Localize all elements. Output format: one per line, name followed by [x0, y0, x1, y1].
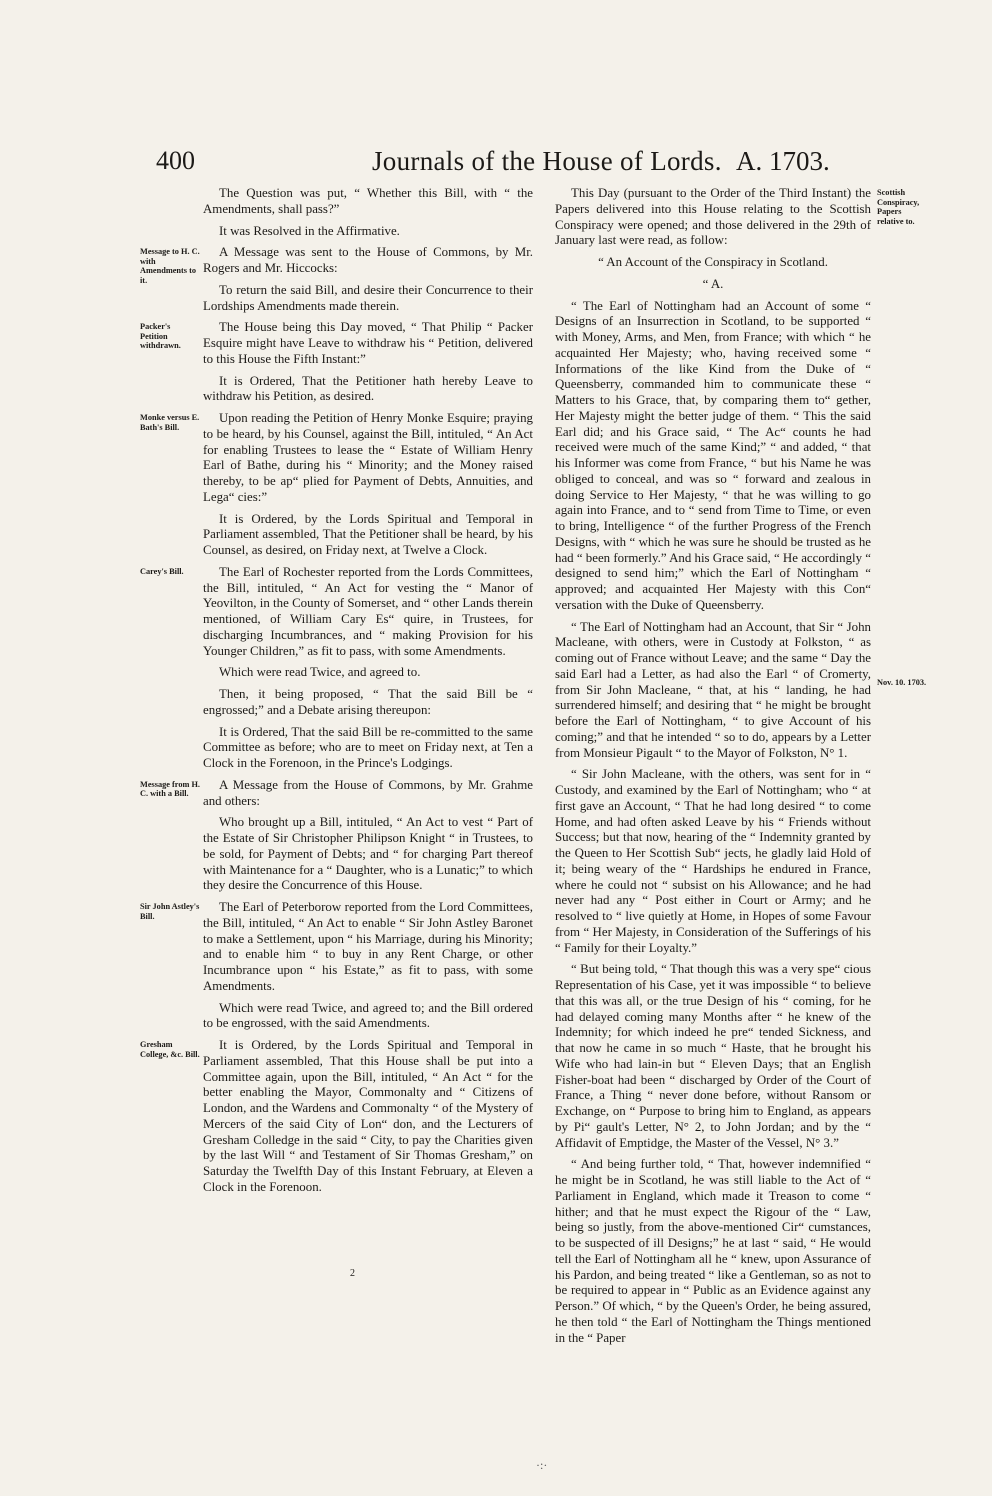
page-year: A. 1703.: [736, 146, 830, 176]
paragraph: Who brought up a Bill, intituled, “ An Act to vest “ Part of the Estate of Sir Christopher Philipson Knight “ in Trustees, to be sold, for Payment of Debts; and “ for charging Part thereof with Maintenance for a “ Daughter, who is a Lunatic;” to which they desire the Concurrence of this House.: [203, 815, 533, 893]
entry-block: [555, 186, 920, 249]
margin-note: Sir John Astley's Bill.: [140, 902, 200, 921]
paragraph: “ The Earl of Nottingham had an Account of some “ Designs of an Insurrection in Scotland, to be supported “ with Money, Arms, and Men, from France; with which “ he acquainted Her Majesty; who, having received some “ Informations of the like Kind from the Duke of “ Queensberry, commanded him to communicate these “ Matters to his Grace, that, by comparing them to“ gether, Her Majesty might the better judge of them. “ This the said Earl did; and his Grace said, “ The Ac“ counts he had received were much of the same Kind;” “ and added, “ that his Informer was come from France, “ but his Name he was obliged to conceal, and was so “ forward and zealous in doing Service to Her Majesty, “ that he was willing to go again into France, and to “ send from Time to Time, or even to bring, Intelligence “ of the further Progress of the French Designs, with “ which he was sure he should be trusted as he had “ been formerly.” And his Grace said, “ He accordingly “ designed to send him;” which the Earl of Nottingham “ approved; and acquainted Her Majesty with this Con“ versation with the Duke of Queensberry.: [555, 298, 871, 612]
paragraph: “ An Account of the Conspiracy in Scotland.: [598, 255, 828, 269]
margin-note: Message from H. C. with a Bill.: [140, 779, 200, 799]
right-column: [555, 186, 927, 1352]
left-column: [140, 186, 533, 1202]
paragraph: “ But being told, “ That though this was a very spe“ cious Representation of his Case, yet it was impossible “ to believe that this was all, or the true Design of his “ coming, for he had delayed coming many Months after “ he knew of the Indemnity; for which indeed he pre“ tended Sickness, and that now he came in so much “ Haste, that he brought his Wife who had lain-in but “ Eleven Days; that an English Fisher-boat had been “ discharged by Order of the Court of France, a Thing “ never done before, without Ransom or Exchange, on “ Purpose to bring him to England, as appears by Pi“ gault's Letter, N° 2, to John Jordan; and by the “ Affidavit of Emptidge, the Master of the Vessel, N° 3.”: [555, 962, 871, 1150]
entry-block: [555, 962, 871, 1151]
entry-block: [140, 411, 533, 559]
paragraph: The Earl of Rochester reported from the Lords Committees, the Bill, intituled, “ An Act for vesting the “ Manor of Yeovilton, in the County of Somerset, and “ other Lands therein mentioned, of William Cary Es“ quire, in Trustees, for discharging Incumbrances, and “ making Provision for his Younger Children,” as fit to pass, with some Amendments.: [203, 564, 533, 658]
paragraph: Then, it being proposed, “ That the said Bill be “ engrossed;” and a Debate arising thereupon:: [203, 687, 533, 717]
paragraph: It is Ordered, That the Petitioner hath hereby Leave to withdraw his Petition, as desired.: [203, 373, 533, 404]
paragraph: It is Ordered, That the said Bill be re-committed to the same Committee as before; who are to meet on Friday next, at Ten a Clock in the Forenoon, in the Prince's Lodgings.: [203, 724, 533, 770]
bottom-mark: ·:·: [536, 1458, 548, 1472]
paragraph: A Message was sent to the House of Commons, by Mr. Rogers and Mr. Hiccocks:: [203, 245, 533, 275]
paragraph: It is Ordered, by the Lords Spiritual and Temporal in Parliament assembled, That the Petitioner shall be heard, by his Counsel, as desired, on Friday next, at Twelve a Clock.: [203, 511, 533, 557]
paragraph: Which were read Twice, and agreed to.: [219, 665, 421, 680]
entry-block: [140, 564, 533, 772]
entry-block: [140, 777, 533, 894]
paragraph: “ Sir John Macleane, with the others, was sent for in “ Custody, and examined by the Earl of Nottingham; who “ at first gave an Account, “ That he had long desired “ to come Home, and had often asked Leave by his “ Friends without Success; but that now, hearing of the “ Indemnity granted by the Queen to Her Scottish Sub“ jects, he gladly laid Hold of it; being weary of the “ Hardships he endured in France, where he could not “ subsist on his Allowance; and he had never had any “ Post either in Court or Army; and he resolved to “ live quietly at Home, in Hopes of some Favour from “ Her Majesty, in Consideration of the Sufferings of his “ Family for their Loyalty.”: [555, 767, 871, 955]
entry-block: [140, 1038, 533, 1196]
entry-block: [555, 299, 871, 614]
entry-block: [555, 255, 871, 293]
paragraph: The Question was put, “ Whether this Bill, with “ the Amendments, shall pass?”: [203, 186, 533, 216]
entry-block: [140, 320, 533, 405]
paragraph: The Earl of Peterborow reported from the Lord Committees, the Bill, intituled, “ An Act to enable “ Sir John Astley Baronet to make a Settlement, upon “ his Marriage, during his Minority; and to enable him “ to buy in any Rent Charge, or other Incumbrance upon “ his Estate,” as fit to pass, with some Amendments.: [203, 900, 533, 993]
paragraph: It is Ordered, by the Lords Spiritual and Temporal in Parliament assembled, That this House shall be put into a Committee again, upon the Bill, intituled, “ An Act “ for the better enabling the Mayor, Commonalty and “ Citizens of London, and the Wardens and Commonalty “ of the Mystery of Mercers of the said City of Lon“ don, and the Lecturers of Gresham Colledge in the said “ City, to pay the Charities given by the last Will “ and Testament of Sir Thomas Gresham,” on Saturday the Twelfth Day of this Instant February, at Eleven a Clock in the Forenoon.: [203, 1038, 533, 1194]
paragraph: Upon reading the Petition of Henry Monke Esquire; praying to be heard, by his Counsel, against the Bill, intituled, “ An Act for enabling Trustees to lease the “ Estate of William Henry Earl of Bathe, during his “ Minority; and the Money raised thereby, to be ap“ plied for Payment of Debts, Annuities, and Lega“ cies:”: [203, 411, 533, 504]
paragraph: The House being this Day moved, “ That Philip “ Packer Esquire might have Leave to withdraw his “ Petition, delivered to this House the Fifth Instant:”: [203, 320, 533, 366]
entry-block: [555, 1157, 871, 1346]
paragraph: “ And being further told, “ That, however indemnified “ he might be in Scotland, he was still liable to the Act of “ Parliament in England, which made it Treason to come “ hither; and that he must expect the Rigour of the “ Law, being so justly, from the above-mentioned Cir“ cumstances, to be suspected of ill Designs;” he at last “ said, “ He would tell the Earl of Nottingham all he “ knew, upon Assurance of his Pardon, and being treated “ like a Gentleman, so as not to be required to appear in “ Public as an Evidence against any Person.” Of which, “ by the Queen's Order, he being assured, he then told “ the Earl of Nottingham the Things mentioned in the “ Paper: [555, 1157, 871, 1345]
margin-note: Monke versus E. Bath's Bill.: [140, 413, 200, 432]
paragraph: To return the said Bill, and desire their Concurrence to their Lordships Amendments made therein.: [203, 282, 533, 313]
margin-note: Carey's Bill.: [140, 566, 184, 576]
page-title: Journals of the House of Lords.: [372, 146, 722, 176]
paragraph: A Message from the House of Commons, by Mr. Grahme and others:: [203, 777, 533, 808]
margin-note: Packer's Petition withdrawn.: [140, 322, 181, 351]
paragraph: It was Resolved in the Affirmative.: [219, 223, 400, 238]
page-number: 400: [156, 146, 195, 175]
paragraph: Which were read Twice, and agreed to; and the Bill ordered to be engrossed, with the said Amendments.: [203, 1000, 533, 1031]
signature-mark: 2: [350, 1268, 355, 1279]
entry-block: [203, 186, 533, 239]
margin-note: Nov. 10. 1703.: [877, 677, 927, 687]
entry-block: [555, 767, 871, 956]
paragraph: This Day (pursuant to the Order of the Third Instant) the Papers delivered into this House relating to the Scottish Conspiracy were opened; and those delivered in the 29th of January last were read, as follow:: [555, 186, 871, 248]
entry-block: [140, 245, 533, 314]
paragraph: “ A.: [702, 276, 724, 291]
margin-note: Message to H. C. with Amendments to it.: [140, 247, 200, 285]
entry-block: [140, 900, 533, 1032]
entry-block: [555, 619, 927, 762]
margin-note: Gresham College, &c. Bill.: [140, 1040, 200, 1059]
margin-note: Scottish Conspiracy, Papers relative to.: [877, 188, 920, 226]
paragraph: “ The Earl of Nottingham had an Account, that Sir “ John Macleane, with others, were in Custody at Folkston, “ as coming out of France without Leave; and the same “ Day the said Earl had a Letter, as had also the Earl “ of Cromerty, from Sir John Macleane, “ that, at his “ landing, he had surrendered himself; and desiring that “ he might be brought before the Earl of Nottingham, “ to give Account of his coming;” and that he intended “ so to do, appears by a Letter from Monsieur Pigault “ to the Mayor of Folkston, N° 1.: [555, 619, 871, 760]
